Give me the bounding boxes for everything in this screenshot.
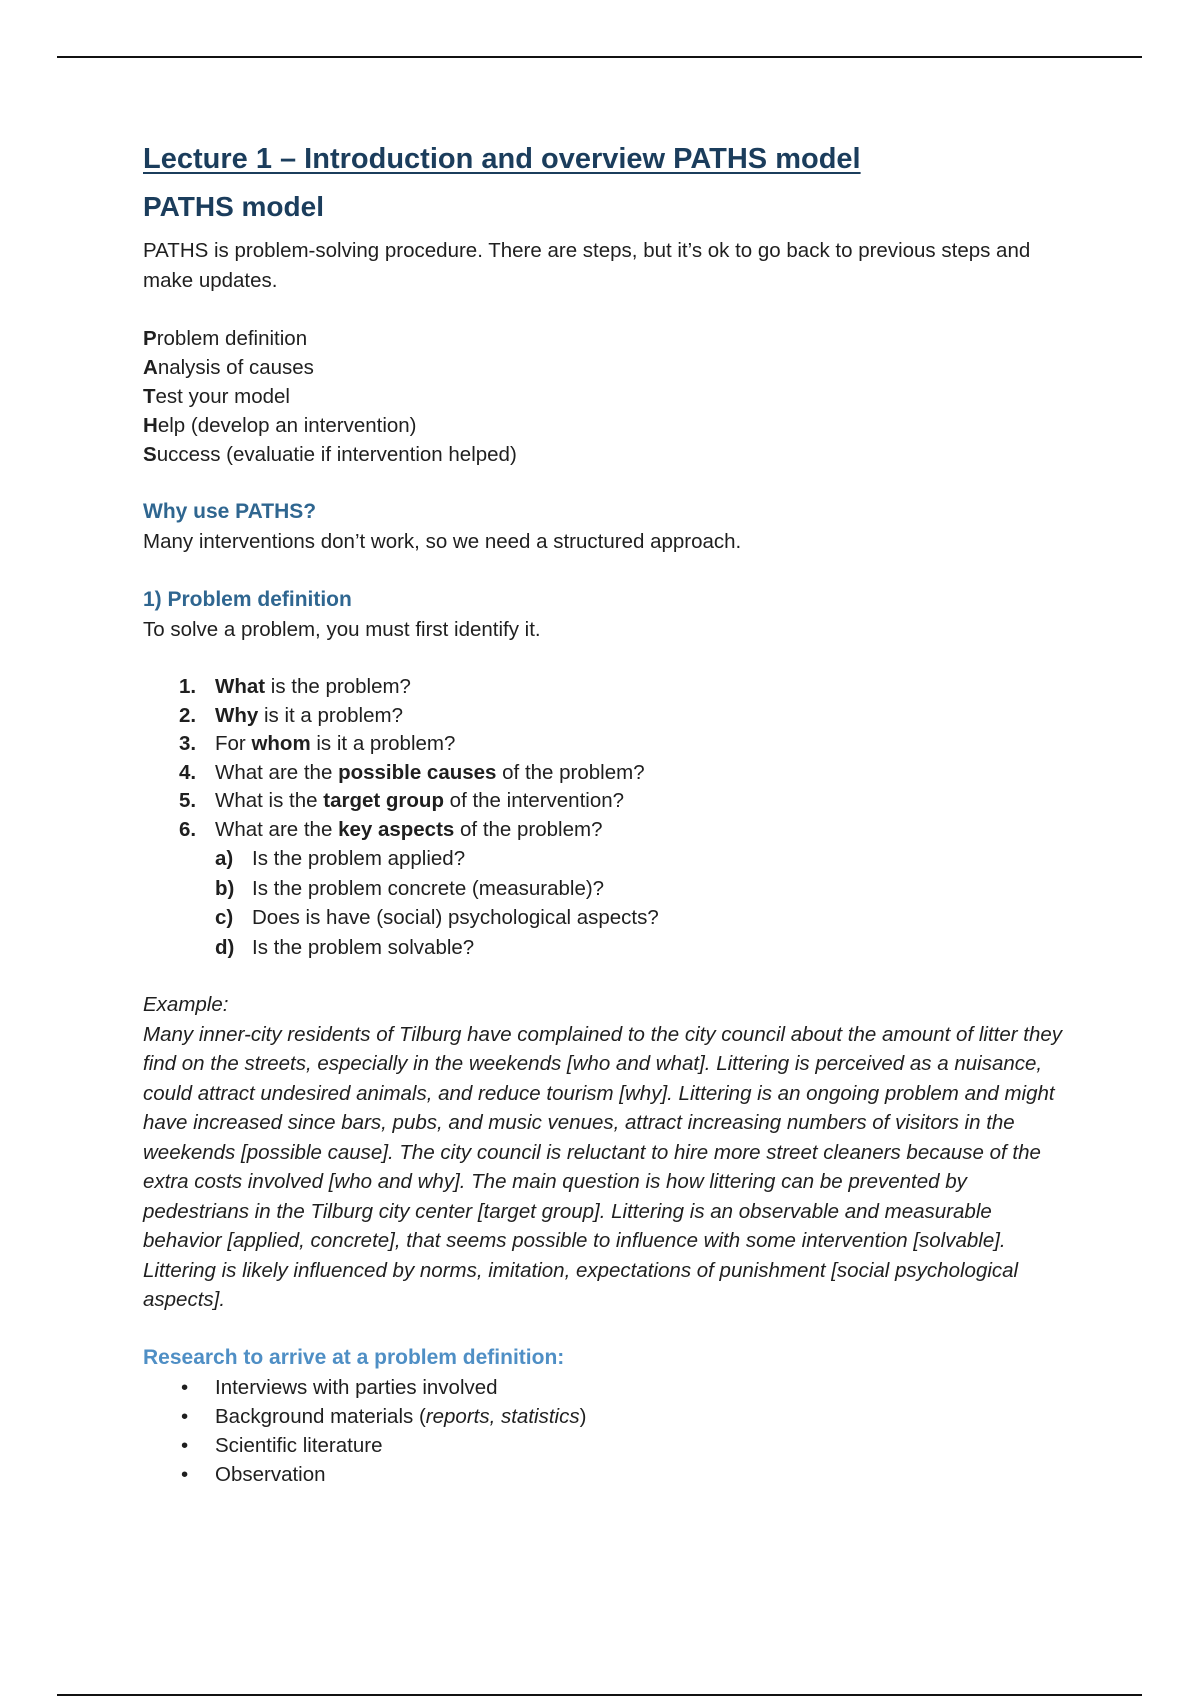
list-item: Help (develop an intervention) [143, 414, 417, 437]
section-heading: PATHS model [143, 191, 324, 222]
list-item: Problem definition [143, 327, 308, 350]
bottom-rule [57, 1694, 1142, 1696]
acronym-list [143, 324, 1073, 469]
list-item: Analysis of causes [143, 356, 314, 379]
problem-heading: 1) Problem definition [143, 588, 352, 611]
list-item: a) Is the problem applied? [215, 847, 466, 870]
intro-paragraph: PATHS is problem-solving procedure. There are steps, but it’s ok to go back to previous steps and make updates. [143, 239, 1031, 292]
list-item: • Interviews with parties involved [181, 1375, 498, 1399]
problem-text: To solve a problem, you must first identify it. [143, 618, 541, 641]
list-item: • Observation [181, 1462, 326, 1486]
list-item: c) Does is have (social) psychological aspects? [215, 906, 659, 929]
list-item: 4. What are the possible causes of the problem? [179, 760, 645, 784]
document-page [143, 140, 1073, 1489]
steps-list [143, 673, 1073, 844]
list-item: 1. What is the problem? [179, 675, 411, 698]
list-item: 5. What is the target group of the intervention? [179, 789, 625, 812]
list-item: b) Is the problem concrete (measurable)? [215, 876, 605, 900]
list-item: d) Is the problem solvable? [215, 935, 475, 959]
top-rule [57, 56, 1142, 58]
why-heading: Why use PATHS? [143, 500, 317, 523]
list-item: 6. What are the key aspects of the problem? [179, 817, 603, 841]
list-item: 2. Why is it a problem? [179, 703, 403, 727]
document-title: Lecture 1 – Introduction and overview PATHS model [143, 143, 861, 175]
list-item: 3. For whom is it a problem? [179, 732, 456, 755]
why-text: Many interventions don’t work, so we need a structured approach. [143, 530, 742, 553]
research-heading: Research to arrive at a problem definition: [143, 1345, 565, 1369]
substeps-list [143, 844, 1073, 962]
list-item: • Scientific literature [181, 1433, 383, 1457]
example-label: Example: [143, 993, 229, 1016]
list-item: • Background materials (reports, statistics) [181, 1404, 587, 1428]
list-item: Success (evaluatie if intervention helped) [143, 443, 517, 466]
example-paragraph: Many inner-city residents of Tilburg have complained to the city council about the amount of litter they find on the streets, especially in the weekends [who and what]. Littering is perceived as a nuisance, could attract undesired animals, and reduce tourism [why]. Littering is an ongoing problem and might have increased since bars, pubs, and music venues, attract increasing numbers of visitors in the weekends [possible cause]. The city council is reluctant to hire more street cleaners because of the extra costs involved [who and why]. The main question is how littering can be prevented by pedestrians in the Tilburg city center [target group]. Littering is an observable and measurable behavior [applied, concrete], that seems possible to influence with some intervention [solvable]. Littering is likely influenced by norms, imitation, expectations of punishment [social psychological aspects]. [143, 1022, 1063, 1311]
research-list [143, 1373, 1073, 1489]
list-item: Test your model [143, 385, 290, 408]
